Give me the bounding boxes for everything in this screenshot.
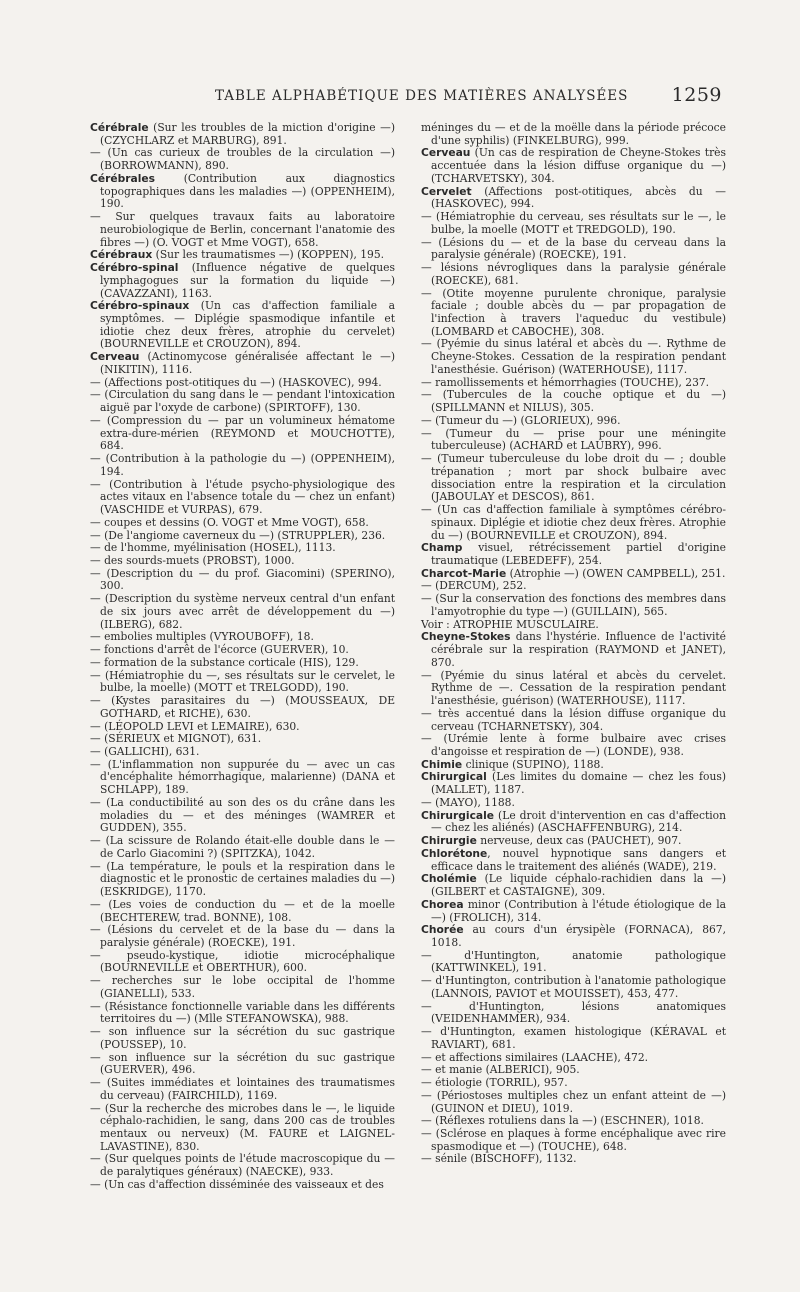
index-entry: [421, 708, 726, 733]
index-entry: [90, 670, 395, 695]
entry-headword: Chorea: [421, 897, 464, 911]
entry-text: (Un cas de respiration de Cheyne-Stokes très accentuée dans la lésion diffuse organique du —) (TCHARVETSKY), 304.: [431, 146, 726, 185]
entry-text: — (Circulation du sang dans le — pendant l'intoxication aiguë par l'oxyde de carbone) (SPIRTOFF), 130.: [90, 388, 395, 415]
index-entry: [421, 848, 726, 873]
entry-text: — (Réflexes rotuliens dans la —) (ESCHNER), 1018.: [421, 1114, 704, 1128]
entry-text: — (Urémie lente à forme bulbaire avec crises d'angoisse et respiration de —) (LONDE), 938.: [421, 732, 726, 758]
index-entry: [90, 593, 395, 631]
entry-text: — son influence sur la sécrétion du suc gastrique (POUSSEP), 10.: [90, 1025, 395, 1051]
entry-text: — recherches sur le lobe occipital de l'homme (GIANELLI), 533.: [90, 974, 395, 1000]
entry-text: (Les limites du domaine — chez les fous) (MALLET), 1187.: [431, 770, 726, 797]
index-entry: [421, 1001, 726, 1026]
entry-text: — (Sclérose en plaques à forme encéphalique avec rire spasmodique et —) (TOUCHE), 648.: [421, 1127, 726, 1153]
index-entry: [421, 1026, 726, 1051]
entry-text: — (GALLICHI), 631.: [90, 744, 200, 758]
entry-text: — d'Huntington, contribution à l'anatomie pathologique (LANNOIS, PAVIOT et MOUISSET), 453, 477.: [421, 974, 726, 1000]
entry-headword: Cérébro-spinaux: [90, 299, 190, 313]
entry-headword: Chlorétone: [421, 846, 488, 860]
index-entry: [421, 950, 726, 975]
index-entry: [90, 389, 395, 414]
index-entry: [90, 1026, 395, 1051]
entry-headword: Cholémie: [421, 872, 477, 886]
header-title: TABLE ALPHABÉTIQUE DES MATIÈRES ANALYSÉES: [215, 88, 629, 104]
entry-text: — (Un cas d'affection familiale à symptômes cérébro-spinaux. Diplégie et idiotie chez deux frères. Atrophie du —) (BOURNEVILLE et CROUZON), 894.: [421, 503, 726, 542]
index-entry: [421, 1128, 726, 1153]
entry-text: — de l'homme, myélinisation (HOSEL), 1113.: [90, 541, 336, 555]
index-entry: [90, 1052, 395, 1077]
entry-text: — (La scissure de Rolando était-elle double dans le — de Carlo Giacomini ?) (SPITZKA), 1042.: [90, 834, 395, 860]
running-header: [95, 84, 722, 108]
entry-headword: Chirurgie: [421, 834, 477, 848]
entry-text: — (Pyémie du sinus latéral et abcès du —. Rythme de Cheyne-Stokes. Cessation de la respiration pendant l'anesthésie. Guérison) (WATERHOUSE), 1117.: [421, 337, 726, 376]
entry-text: — formation de la substance corticale (HIS), 129.: [90, 655, 359, 669]
entry-text: — (Un cas d'affection disséminée des vaisseaux et des: [90, 1177, 384, 1191]
entry-text: — (Hémiatrophie du cerveau, ses résultats sur le —, le bulbe, la moelle (MOTT et TREDGOLD), 190.: [421, 210, 726, 236]
entry-text: — des sourds-muets (PROBST), 1000.: [90, 553, 295, 567]
entry-text: (Le droit d'intervention en cas d'affection — chez les aliénés) (ASCHAFFENBURG), 214.: [431, 808, 726, 835]
entry-text: dans l'hystérie. Influence de l'activité cérébrale sur la respiration (RAYMOND et JANET), 870.: [431, 630, 726, 669]
entry-text: — (SÉRIEUX et MIGNOT), 631.: [90, 732, 262, 746]
entry-text: visuel, rétrécissement partiel d'origine traumatique (LEBEDEFF), 254.: [431, 541, 726, 567]
index-entry: [421, 288, 726, 339]
entry-text: — (Compression du — par un volumineux hématome extra-dure-mérien (REYMOND et MOUCHOTTE), 684.: [90, 413, 395, 453]
entry-text: (Contribution aux diagnostics topographiques dans les maladies —) (OPPENHEIM), 190.: [100, 171, 395, 211]
index-entry: [90, 835, 395, 860]
entry-headword: Champ: [421, 541, 463, 555]
entry-text: méninges du — et de la moëlle dans la période précoce d'une syphilis) (FINKELBURG), 999.: [421, 121, 726, 147]
entry-text: — (Les voies de conduction du — et de la moelle (BECHTEREW, trad. BONNE), 108.: [90, 897, 395, 924]
entry-text: (Influence négative de quelques lymphagogues sur la formation du liquide —) (CAVAZZANI), 1163.: [100, 261, 395, 300]
index-entry: [421, 428, 726, 453]
entry-text: — étiologie (TORRIL), 957.: [421, 1076, 568, 1090]
index-entry: [90, 415, 395, 453]
entry-text: , nouvel hypnotique sans dangers et efficace dans le traitement des aliénés (WADE), 219.: [431, 846, 726, 873]
entry-headword: Charcot-Marie: [421, 566, 507, 580]
entry-text: — ramollissements et hémorrhagies (TOUCHE), 237.: [421, 375, 710, 389]
entry-text: — (Un cas curieux de troubles de la circulation —) (BORROWMANN), 890.: [90, 146, 395, 173]
index-entry: [90, 147, 395, 172]
entry-text: — (Périostoses multiples chez un enfant atteint de —) (GUINON et DIEU), 1019.: [421, 1088, 726, 1115]
index-entry: [421, 389, 726, 414]
index-entry: [421, 1090, 726, 1115]
left-column: [90, 122, 395, 1192]
index-entry: [421, 262, 726, 287]
entry-text: — (Hémiatrophie du —, ses résultats sur le cervelet, le bulbe, la moelle) (MOTT et TRELGODD), 190.: [90, 668, 395, 695]
index-entry: [90, 211, 395, 249]
entry-text: (Actinomycose généralisée affectant le —) (NIKITIN), 1116.: [100, 350, 395, 376]
entry-headword: Cerveau: [90, 350, 140, 364]
index-entry: [90, 975, 395, 1000]
index-entry: [421, 593, 726, 618]
entry-text: (Sur les traumatismes —) (KOPPEN), 195.: [152, 248, 385, 262]
index-entry: [90, 351, 395, 376]
entry-text: — (Tumeur du —) (GLORIEUX), 996.: [421, 413, 621, 427]
index-entry: [421, 453, 726, 504]
entry-text: (Atrophie —) (OWEN CAMPBELL), 251.: [506, 566, 726, 580]
index-entry: [90, 479, 395, 517]
entry-text: — (Résistance fonctionnelle variable dans les différents territoires du —) (Mlle STEFANOWSKA), 988.: [90, 999, 395, 1026]
index-entry: [421, 147, 726, 185]
entry-headword: Chirurgical: [421, 770, 487, 784]
entry-text: — d'Huntington, anatomie pathologique (KATTWINKEL), 191.: [421, 948, 726, 975]
entry-text: Voir : ATROPHIE MUSCULAIRE.: [421, 617, 599, 631]
entry-headword: Cervelet: [421, 184, 472, 198]
entry-text: clinique (SUPINO), 1188.: [462, 757, 604, 771]
entry-headword: Chimie: [421, 757, 463, 771]
entry-text: — sénile (BISCHOFF), 1132.: [421, 1152, 577, 1166]
entry-headword: Cérébrale: [90, 121, 149, 134]
entry-text: — (Description du système nerveux central d'un enfant de six jours avec arrêt de développement du —) (ILBERG), 682.: [90, 592, 395, 631]
entry-headword: Chorée: [421, 923, 464, 937]
index-entry: [90, 1077, 395, 1102]
index-entry: [90, 453, 395, 478]
entry-headword: Cerveau: [421, 146, 471, 160]
index-entry: [421, 542, 726, 567]
entry-text: — (DERCUM), 252.: [421, 579, 527, 593]
entry-text: — (Contribution à l'étude psycho-physiologique des actes vitaux en l'absence totale du — chez un enfant) (VASCHIDE et VURPAS), 679.: [90, 477, 395, 517]
entry-text: au cours d'un érysipèle (FORNACA), 867, 1018.: [431, 923, 726, 949]
entry-text: — (Tumeur tuberculeuse du lobe droit du — ; double trépanation ; mort par shock bulbaire avec dissociation entre la respiration et la circulation (JABOULAY et DESCOS), 861.: [421, 452, 726, 504]
index-entry: [421, 670, 726, 708]
entry-headword: Cérébro-spinal: [90, 261, 179, 275]
index-entry: [421, 211, 726, 236]
index-entry: [90, 899, 395, 924]
entry-text: — (La conductibilité au son des os du crâne dans les moladies du — et des méninges (WAMRER et GUDDEN), 355.: [90, 795, 395, 835]
index-entry: [421, 237, 726, 262]
entry-text: — (Suites immédiates et lointaines des traumatismes du cerveau) (FAIRCHILD), 1169.: [90, 1076, 395, 1102]
index-entry: [90, 1103, 395, 1154]
index-entry: [90, 122, 395, 147]
entry-text: — Sur quelques travaux faits au laboratoire neurobiologique de Berlin, concernant l'anatomie des fibres —) (O. VOGT et Mme VOGT), 658.: [90, 210, 395, 249]
entry-text: — (Otite moyenne purulente chronique, paralysie faciale ; double abcès du — par propagation de l'infection à travers l'aqueduc du vestibule) (LOMBARD et CABOCHE), 308.: [421, 286, 726, 338]
entry-text: — (Contribution à la pathologie du —) (OPPENHEIM), 194.: [90, 452, 395, 478]
entry-text: nerveuse, deux cas (PAUCHET), 907.: [476, 834, 682, 848]
entry-text: — (Sur la recherche des microbes dans le —, le liquide céphalo-rachidien, le sang, dans 200 cas de troubles mentaux ou nerveux) (M. FAURE et LAIGNEL-LAVASTINE), 830.: [90, 1101, 395, 1153]
index-entry: [90, 262, 395, 300]
entry-text: — (Pyémie du sinus latéral et abcès du cervelet. Rythme de —. Cessation de la respiration pendant l'anesthésie, guérison) (WATERHOUSE), 1117.: [421, 668, 726, 708]
entry-text: — et affections similaires (LAACHE), 472.: [421, 1050, 649, 1064]
entry-text: — (Tubercules de la couche optique et du —) (SPILLMANN et NILUS), 305.: [421, 388, 726, 415]
entry-text: — (L'inflammation non suppurée du — avec un cas d'encéphalite hémorrhagique, malarienne) (DANA et SCHLAPP), 189.: [90, 757, 395, 797]
entry-text: — (Affections post-otitiques du —) (HASKOVEC), 994.: [90, 375, 382, 389]
entry-text: — lésions névrogliques dans la paralysie générale (ROECKE), 681.: [421, 261, 726, 287]
entry-text: — très accentué dans la lésion diffuse organique du cerveau (TCHARNETSKY), 304.: [421, 706, 726, 733]
entry-text: — et manie (ALBERICI), 905.: [421, 1063, 580, 1077]
index-entry: [90, 924, 395, 949]
entry-text: — d'Huntington, examen histologique (KÉRAVAL et RAVIART), 681.: [421, 1025, 726, 1051]
entry-text: — (Sur la conservation des fonctions des membres dans l'amyotrophie du type —) (GUILLAIN), 565.: [421, 592, 726, 618]
index-entry: [421, 338, 726, 376]
entry-text: — (Tumeur du — prise pour une méningite tuberculeuse) (ACHARD et LAUBRY), 996.: [421, 426, 726, 453]
index-entry: [421, 1153, 726, 1166]
entry-headword: Chirurgicale: [421, 808, 495, 822]
index-entry: [421, 733, 726, 758]
index-entry: [90, 1001, 395, 1026]
entry-text: — (La température, le pouls et la respiration dans le diagnostic et le pronostic de certaines maladies du —) (ESKRIDGE), 1170.: [90, 859, 395, 899]
index-entry: [90, 1179, 395, 1192]
index-entry: [421, 899, 726, 924]
entry-text: — pseudo-kystique, idiotie microcéphalique (BOURNEVILLE et OBERTHUR), 600.: [90, 948, 395, 975]
index-entry: [90, 950, 395, 975]
entry-text: — d'Huntington, lésions anatomiques (VEIDENHAMMER), 934.: [421, 999, 726, 1026]
entry-text: — (De l'angiome caverneux du —) (STRUPPLER), 236.: [90, 528, 386, 542]
index-entry: [90, 1153, 395, 1178]
entry-text: (Un cas d'affection familiale a symptômes. — Diplégie spasmodique infantile et idiotie chez deux frères, atrophie du cervelet) (BOURNEVILLE et CROUZON), 894.: [100, 299, 395, 351]
index-entry: [421, 504, 726, 542]
entry-text: minor (Contribution à l'étude étiologique de la —) (FROLICH), 314.: [431, 897, 726, 924]
index-entry: [90, 173, 395, 211]
entry-text: (Sur les troubles de la miction d'origine —) (CZYCHLARZ et MARBURG), 891.: [100, 121, 395, 147]
index-entry: [90, 568, 395, 593]
entry-text: — (LÉOPOLD LEVI et LEMAIRE), 630.: [90, 719, 300, 733]
entry-text: — (Lésions du — et de la base du cerveau dans la paralysie générale) (ROECKE), 191.: [421, 235, 726, 262]
entry-text: — (Lésions du cervelet et de la base du — dans la paralysie générale) (ROECKE), 191.: [90, 923, 395, 949]
index-entry: [421, 122, 726, 147]
entry-text: — coupes et dessins (O. VOGT et Mme VOGT), 658.: [90, 515, 369, 529]
entry-headword: Cérébraux: [90, 248, 153, 262]
page-number: 1259: [671, 84, 722, 106]
index-entry: [421, 924, 726, 949]
index-entry: [90, 797, 395, 835]
entry-text: — (Description du — du prof. Giacomini) (SPERINO), 300.: [90, 566, 395, 593]
entry-headword: Cérébrales: [90, 171, 156, 185]
entry-text: — (MAYO), 1188.: [421, 795, 515, 809]
index-entry: [421, 186, 726, 211]
entry-text: — (Sur quelques points de l'étude macroscopique du — de paralytiques généraux) (NAECKE), 933.: [90, 1152, 395, 1179]
entry-text: — fonctions d'arrêt de l'écorce (GUERVER), 10.: [90, 643, 349, 657]
index-entry: [90, 861, 395, 899]
entry-text: (Affections post-otitiques, abcès du — (HASKOVEC), 994.: [431, 184, 726, 211]
entry-headword: Cheyne-Stokes: [421, 630, 511, 644]
index-entry: [90, 759, 395, 797]
index-entry: [421, 771, 726, 796]
entry-text: — son influence sur la sécrétion du suc gastrique (GUERVER), 496.: [90, 1050, 395, 1077]
index-entry: [421, 873, 726, 898]
index-entry: [90, 300, 395, 351]
index-entry: [421, 975, 726, 1000]
index-entry: [90, 695, 395, 720]
entry-text: (Le liquide céphalo-rachidien dans la —) (GILBERT et CASTAIGNE), 309.: [431, 872, 726, 899]
right-column: [421, 122, 726, 1166]
entry-text: — embolies multiples (VYROUBOFF), 18.: [90, 630, 314, 644]
entry-text: — (Kystes parasitaires du —) (MOUSSEAUX, DE GOTHARD, et RICHE), 630.: [90, 694, 395, 720]
index-entry: [421, 631, 726, 669]
index-entry: [421, 810, 726, 835]
